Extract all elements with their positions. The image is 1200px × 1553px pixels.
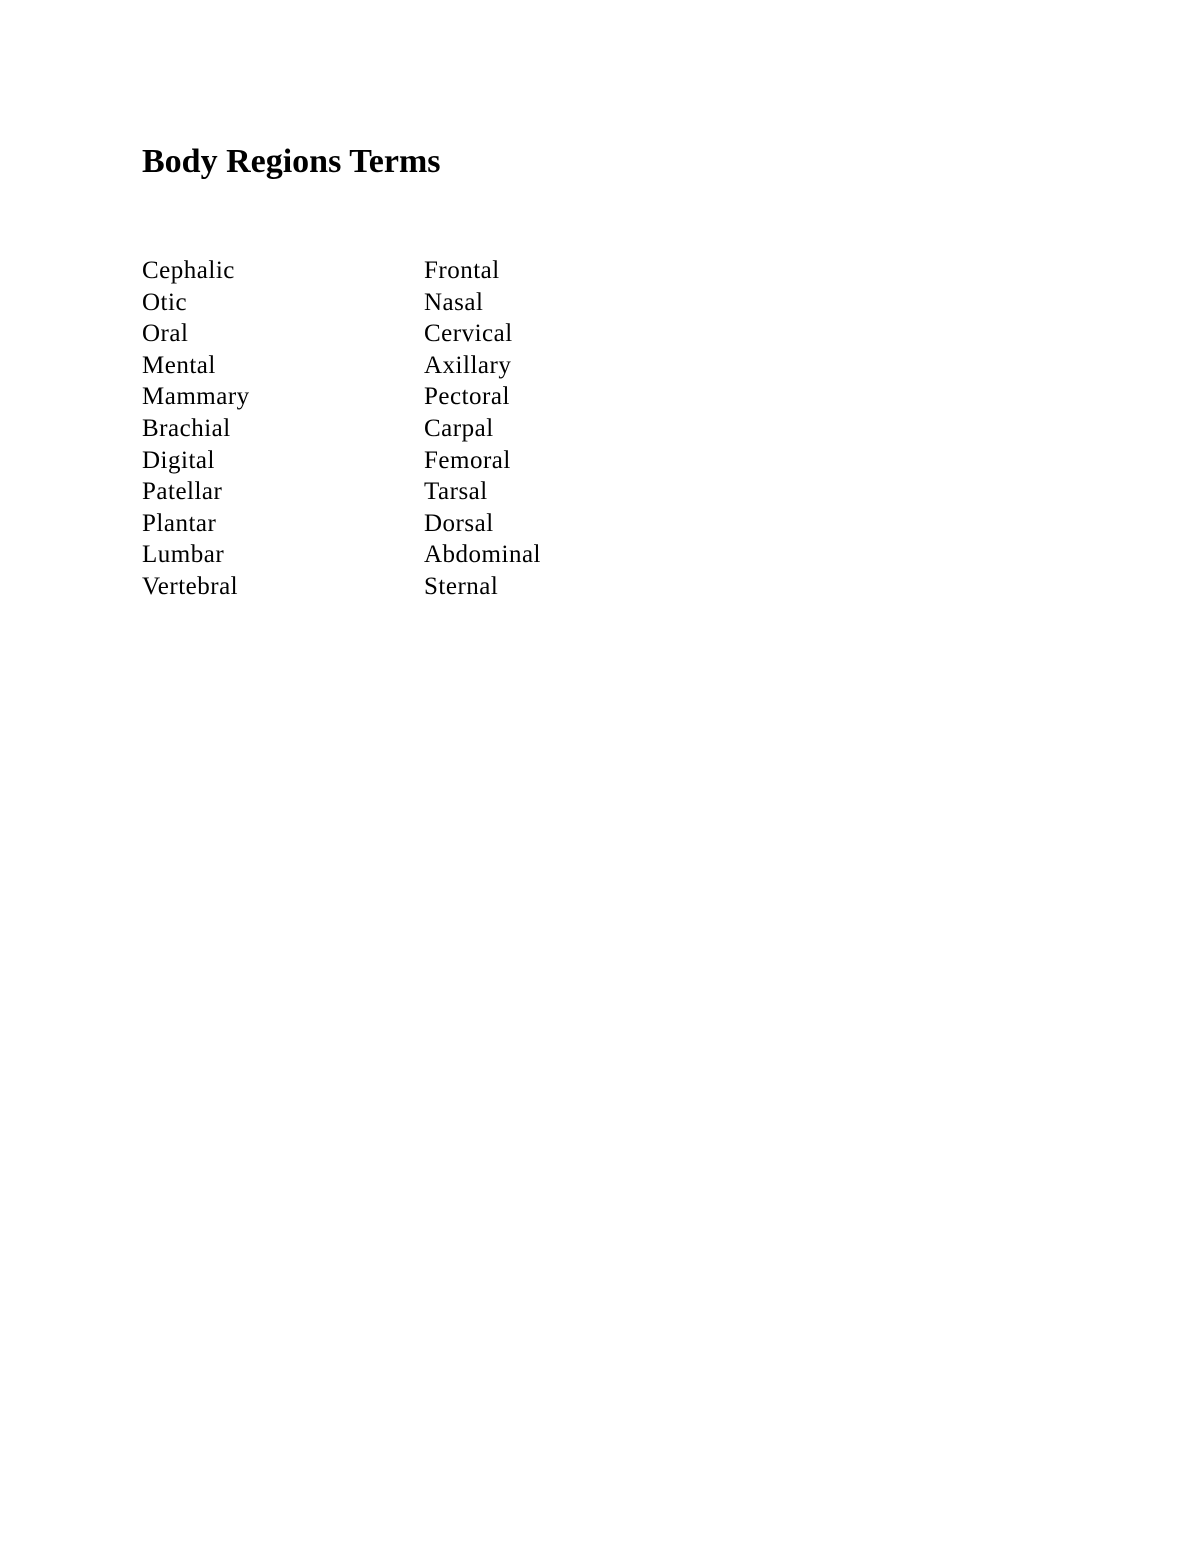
page-title: Body Regions Terms	[142, 143, 441, 180]
term-right: Frontal	[424, 257, 500, 284]
term-right: Tarsal	[424, 478, 488, 506]
term-right: Abdominal	[424, 541, 541, 569]
term-row	[142, 539, 662, 571]
term-right: Femoral	[424, 446, 511, 474]
term-left: Cephalic	[142, 257, 235, 284]
term-left: Patellar	[142, 478, 223, 506]
terms-list	[142, 255, 662, 603]
term-right: Cervical	[424, 320, 513, 348]
term-row	[142, 287, 662, 319]
term-left: Lumbar	[142, 541, 225, 569]
term-right: Axillary	[424, 351, 512, 379]
term-row	[142, 571, 662, 603]
term-row	[142, 318, 662, 350]
term-row	[142, 255, 662, 287]
term-right: Sternal	[424, 572, 499, 600]
term-row	[142, 381, 662, 413]
term-right: Dorsal	[424, 509, 494, 537]
term-left: Oral	[142, 320, 189, 348]
term-left: Vertebral	[142, 572, 239, 600]
term-left: Brachial	[142, 414, 231, 442]
term-left: Digital	[142, 446, 215, 474]
term-row	[142, 413, 662, 445]
term-row	[142, 350, 662, 382]
term-row	[142, 476, 662, 508]
term-right: Carpal	[424, 414, 494, 442]
term-left: Mental	[142, 351, 216, 379]
term-right: Pectoral	[424, 383, 510, 411]
term-row	[142, 508, 662, 540]
term-row	[142, 445, 662, 477]
term-left: Mammary	[142, 383, 250, 411]
term-left: Otic	[142, 288, 188, 316]
term-left: Plantar	[142, 509, 217, 537]
term-right: Nasal	[424, 288, 484, 316]
